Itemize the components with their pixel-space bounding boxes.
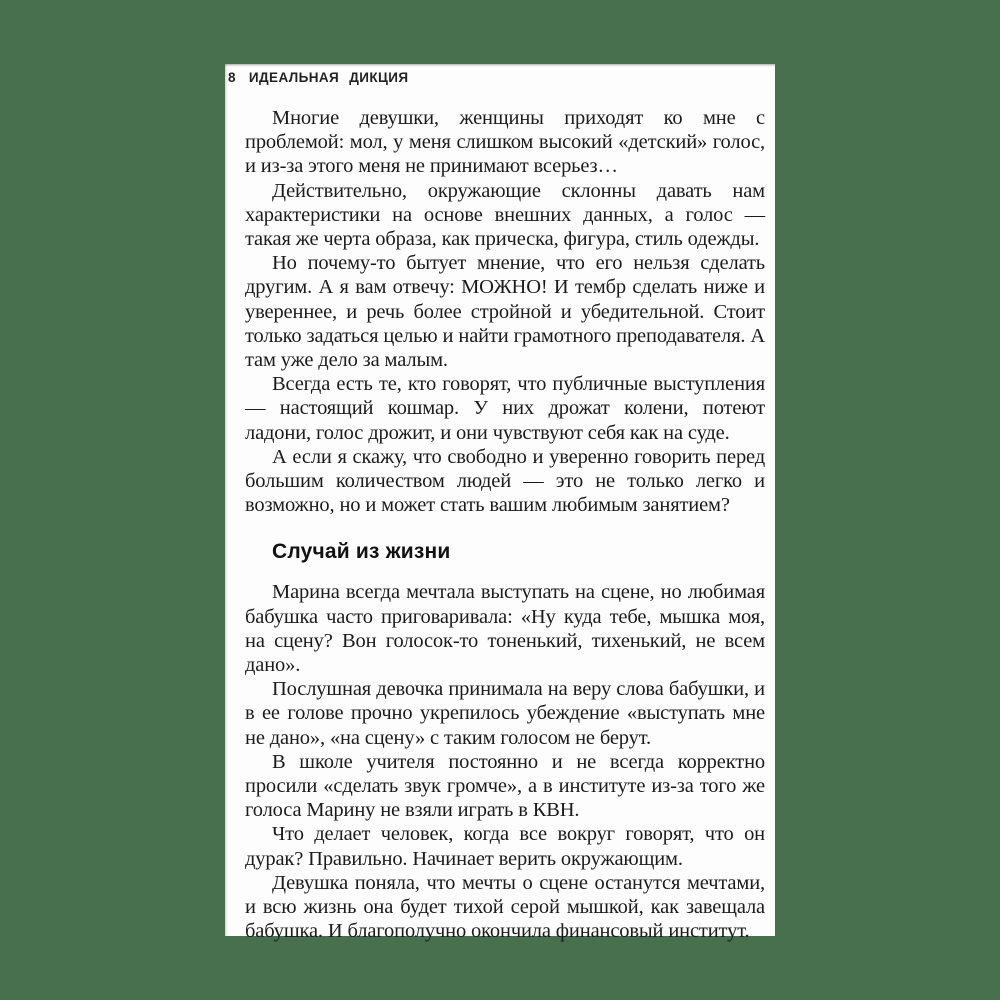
paragraph: Действительно, окружающие склонны давать нам характеристики на основе внешних данных, а голос — такая же черта образа, как прическа, фигура, стиль одежды. <box>245 179 765 251</box>
paragraph: В школе учителя постоянно и не всегда корректно просили «сделать звук громче», а в институте из-за того же голоса Марину не взяли играть в КВН. <box>245 750 765 822</box>
paragraph: Но почему-то бытует мнение, что его нельзя сделать другим. А я вам отвечу: МОЖНО! И тембр сделать ниже и увереннее, и речь более стройной и убедительной. Стоит только задаться целью и найти грамотного преподавателя. А там уже дело за малым. <box>245 252 765 372</box>
paragraph: А если я скажу, что свободно и уверенно говорить перед большим количеством людей — это не только легко и возможно, но и может стать вашим любимым занятием? <box>245 445 765 517</box>
paragraph: Что делает человек, когда все вокруг говорят, что он дурак? Правильно. Начинает верить окружающим. <box>245 823 765 870</box>
paragraph: Марина всегда мечтала выступать на сцене, но любимая бабушка часто приговаривала: «Ну куда тебе, мышка моя, на сцену? Вон голосок-то тоненький, тихенький, не всем дано». <box>245 581 765 677</box>
book-page <box>225 64 775 943</box>
page-number: 8 <box>228 70 236 85</box>
running-title: ИДЕАЛЬНАЯ ДИКЦИЯ <box>248 70 409 85</box>
paragraph: Многие девушки, женщины приходят ко мне с проблемой: мол, у меня слишком высокий «детский» голос, и из-за этого меня не принимают всерьез… <box>245 107 765 178</box>
paragraph: Послушная девочка принимала на веру слова бабушки, и в ее голове прочно укрепилось убеждение «выступать мне не дано», «на сцену» с таким голосом не берут. <box>245 678 765 749</box>
section-heading: Случай из жизни <box>272 540 451 564</box>
paragraph: Девушка поняла, что мечты о сцене останутся мечтами, и всю жизнь она будет тихой серой мышкой, как завещала бабушка. И благополучно окончила финансовый институт. <box>245 871 765 943</box>
paragraph: Всегда есть те, кто говорят, что публичные выступления — настоящий кошмар. У них дрожат колени, потеют ладони, голос дрожит, и они чувствуют себя как на суде. <box>245 373 765 444</box>
page-body <box>225 106 775 944</box>
running-header <box>225 64 775 86</box>
